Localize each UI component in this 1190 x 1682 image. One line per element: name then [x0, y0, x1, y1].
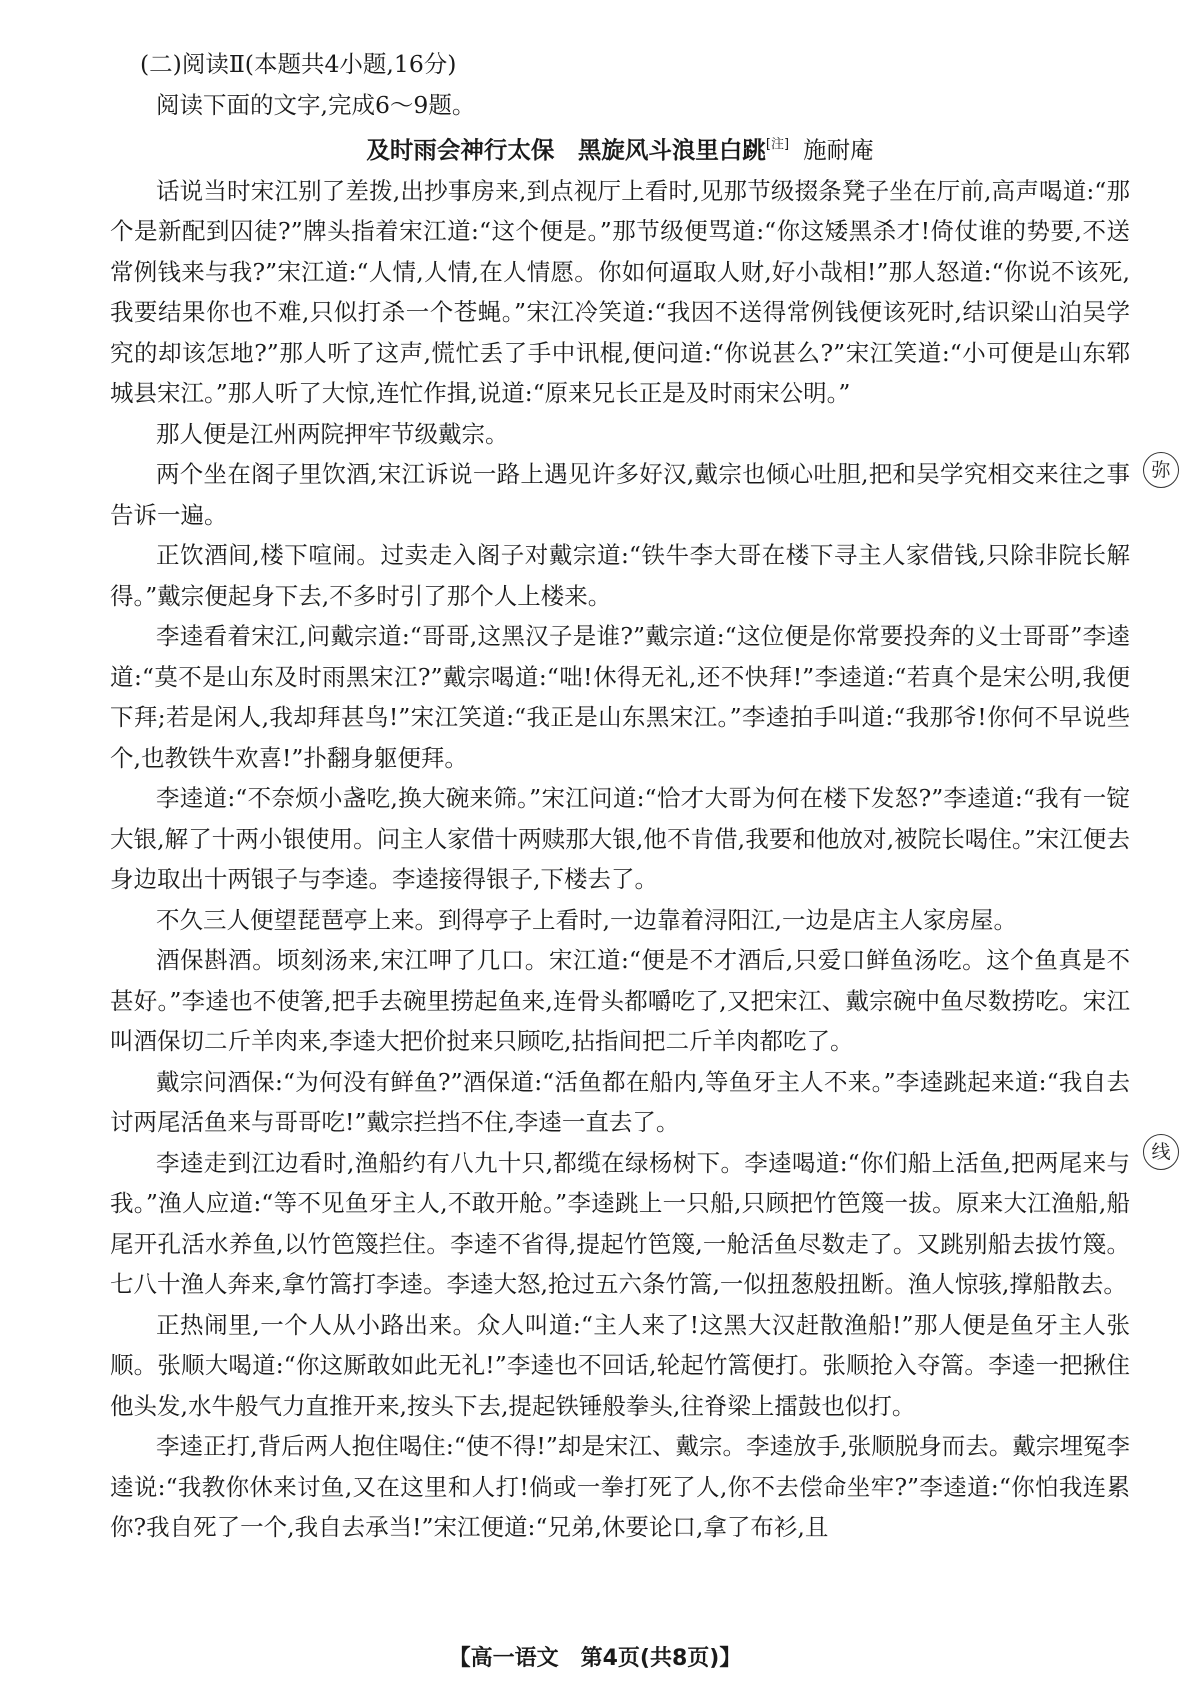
margin-line-mark: 线 [1143, 1134, 1179, 1170]
instruction: 阅读下面的文字,完成6～9题。 [156, 90, 476, 119]
paragraph: 李逵道:“不奈烦小盏吃,换大碗来筛。”宋江问道:“恰才大哥为何在楼下发怒?”李逵道:“我有一锭大银,解了十两小银使用。问主人家借十两赎那大银,他不肯借,我要和他放对,被院长喝住。”宋江便去身边取出十两银子与李逵。李逵接得银子,下楼去了。 [110, 784, 1130, 893]
paragraph: 酒保斟酒。顷刻汤来,宋江呷了几口。宋江道:“便是不才酒后,只爱口鲜鱼汤吃。这个鱼真是不甚好。”李逵也不使箸,把手去碗里捞起鱼来,连骨头都嚼吃了,又把宋江、戴宗碗中鱼尽数捞吃。宋江叫酒保切二斤羊肉来,李逵大把价挝来只顾吃,拈指间把二斤羊肉都吃了。 [110, 946, 1130, 1055]
margin-seal-mark: 弥 [1143, 452, 1179, 488]
title-text: 及时雨会神行太保 黑旋风斗浪里白跳 [366, 136, 766, 164]
paragraph: 李逵走到江边看时,渔船约有八九十只,都缆在绿杨树下。李逵喝道:“你们船上活鱼,把两尾来与我。”渔人应道:“等不见鱼牙主人,不敢开舱。”李逵跳上一只船,只顾把竹笆篾一拔。原来大江渔船,船尾开孔活水养鱼,以竹笆篾拦住。李逵不省得,提起竹笆篾,一舱活鱼尽数走了。又跳别船去拔竹篾。七八十渔人奔来,拿竹篙打李逵。李逵大怒,抢过五六条竹篙,一似扭葱般扭断。渔人惊骇,撑船散去。 [110, 1148, 1130, 1298]
passage-title [110, 125, 1130, 171]
paragraph: 正热闹里,一个人从小路出来。众人叫道:“主人来了!这黑大汉赶散渔船!”那人便是鱼牙主人张顺。张顺大喝道:“你这厮敢如此无礼!”李逵也不回话,轮起竹篙便打。张顺抢入夺篙。李逵一把揪住他头发,水牛般气力直推开来,按头下去,提起铁锤般拳头,往脊梁上擂鼓也似打。 [110, 1310, 1130, 1420]
title-note: [注] [765, 137, 790, 152]
paragraph: 话说当时宋江别了差拨,出抄事房来,到点视厅上看时,见那节级掇条凳子坐在厅前,高声喝道:“那个是新配到囚徒?”牌头指着宋江道:“这个便是。”那节级便骂道:“你这矮黑杀才!倚仗谁的势要,不送常例钱来与我?”宋江道:“人情,人情,在人情愿。你如何逼取人财,好小哉相!”那人怒道:“你说不该死,我要结果你也不难,只似打杀一个苍蝇。”宋江冷笑道:“我因不送得常例钱便该死时,结识梁山泊吴学究的却该怎地?”那人听了这声,慌忙丢了手中讯棍,便问道:“你说甚么?”宋江笑道:“小可便是山东郓城县宋江。”那人听了大惊,连忙作揖,说道:“原来兄长正是及时雨宋公明。” [110, 176, 1130, 407]
paragraph: 不久三人便望琵琶亭上来。到得亭子上看时,一边靠着浔阳江,一边是店主人家房屋。 [156, 905, 1017, 934]
section-heading: (二)阅读Ⅱ(本题共4小题,16分) [140, 50, 457, 78]
paragraph: 正饮酒间,楼下喧闹。过卖走入阁子对戴宗道:“铁牛李大哥在楼下寻主人家借钱,只除非院长解得。”戴宗便起身下去,不多时引了那个人上楼来。 [110, 541, 1130, 610]
reading-passage [110, 44, 1130, 1548]
page-footer: 【高一语文 第4页(共8页)】 [448, 1646, 742, 1671]
paragraph: 两个坐在阁子里饮酒,宋江诉说一路上遇见许多好汉,戴宗也倾心吐胆,把和吴学究相交来往之事告诉一遍。 [110, 460, 1130, 529]
author: 施耐庵 [803, 136, 874, 164]
paragraph: 李逵正打,背后两人抱住喝住:“使不得!”却是宋江、戴宗。李逵放手,张顺脱身而去。戴宗埋冤李逵说:“我教你休来讨鱼,又在这里和人打!倘或一拳打死了人,你不去偿命坐牢?”李逵道:“你怕我连累你?我自死了一个,我自去承当!”宋江便道:“兄弟,休要论口,拿了布衫,且 [110, 1432, 1130, 1541]
paragraph: 戴宗问酒保:“为何没有鲜鱼?”酒保道:“活鱼都在船内,等鱼牙主人不来。”李逵跳起来道:“我自去讨两尾活鱼来与哥哥吃!”戴宗拦挡不住,李逵一直去了。 [110, 1067, 1130, 1136]
paragraph: 那人便是江州两院押牢节级戴宗。 [156, 419, 509, 448]
paragraph: 李逵看着宋江,问戴宗道:“哥哥,这黑汉子是谁?”戴宗道:“这位便是你常要投奔的义士哥哥”李逵道:“莫不是山东及时雨黑宋江?”戴宗喝道:“咄!休得无礼,还不快拜!”李逵道:“若真个是宋公明,我便下拜;若是闲人,我却拜甚鸟!”宋江笑道:“我正是山东黑宋江。”李逵拍手叫道:“我那爷!你何不早说些个,也教铁牛欢喜!”扑翻身躯便拜。 [110, 622, 1130, 772]
